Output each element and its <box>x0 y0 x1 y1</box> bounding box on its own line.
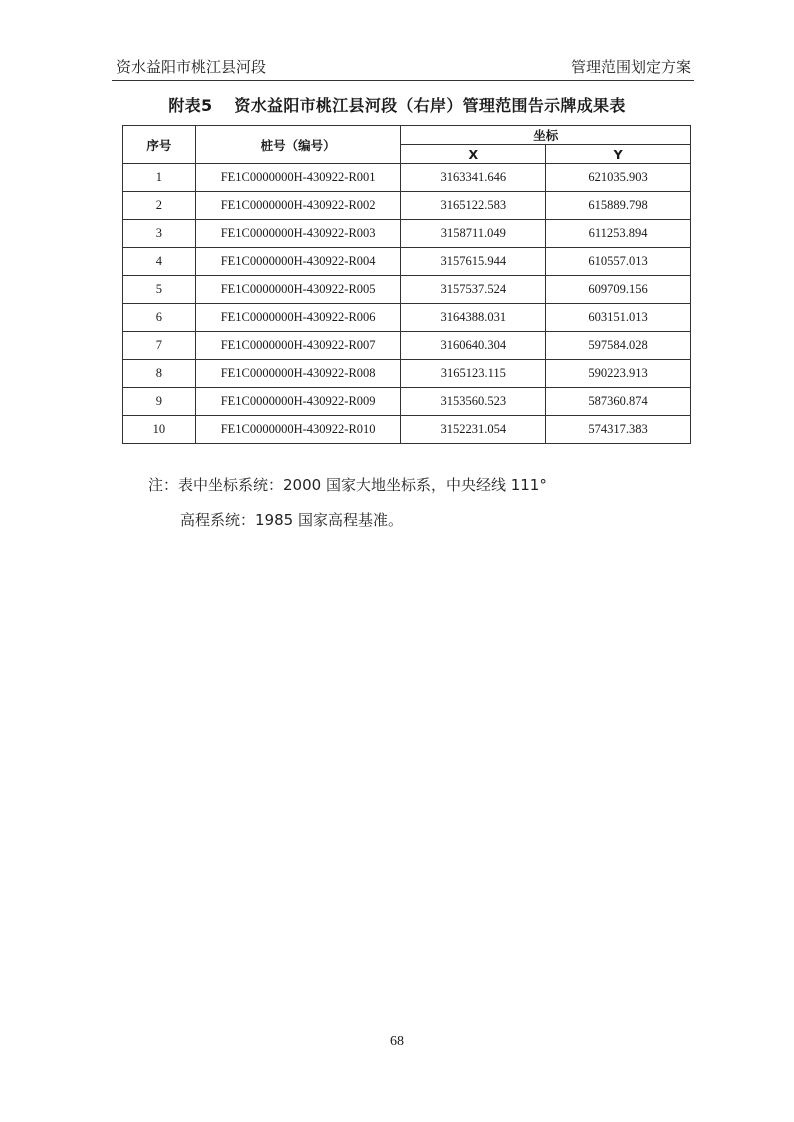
cell-x: 3157615.944 <box>401 248 546 276</box>
cell-seq: 6 <box>123 304 196 332</box>
header-right-title: 管理范围划定方案 <box>570 58 691 76</box>
table-row <box>123 332 691 360</box>
cell-id: FE1C0000000H-430922-R009 <box>195 388 401 416</box>
table-row <box>123 360 691 388</box>
cell-x: 3165123.115 <box>401 360 546 388</box>
cell-x: 3153560.523 <box>401 388 546 416</box>
table-header-row <box>123 126 691 145</box>
header-left-title: 资水益阳市桃江县河段 <box>116 58 267 76</box>
cell-id: FE1C0000000H-430922-R006 <box>195 304 401 332</box>
table-row <box>123 416 691 444</box>
cell-seq: 8 <box>123 360 196 388</box>
cell-x: 3157537.524 <box>401 276 546 304</box>
cell-seq: 10 <box>123 416 196 444</box>
cell-x: 3163341.646 <box>401 164 546 192</box>
cell-y: 603151.013 <box>546 304 691 332</box>
cell-x: 3152231.054 <box>401 416 546 444</box>
table-body <box>123 164 691 444</box>
cell-x: 3158711.049 <box>401 220 546 248</box>
cell-seq: 9 <box>123 388 196 416</box>
note-coordinate-system: 注：表中坐标系统：2000 国家大地坐标系，中央经线 111° <box>148 476 547 494</box>
table-row <box>123 276 691 304</box>
table-row <box>123 192 691 220</box>
cell-y: 597584.028 <box>546 332 691 360</box>
cell-y: 587360.874 <box>546 388 691 416</box>
col-header-seq: 序号 <box>123 126 196 164</box>
col-header-y: Y <box>546 145 691 164</box>
cell-id: FE1C0000000H-430922-R004 <box>195 248 401 276</box>
page-number: 68 <box>390 1034 404 1049</box>
cell-x: 3164388.031 <box>401 304 546 332</box>
cell-seq: 3 <box>123 220 196 248</box>
table-row <box>123 304 691 332</box>
cell-id: FE1C0000000H-430922-R010 <box>195 416 401 444</box>
cell-y: 609709.156 <box>546 276 691 304</box>
cell-seq: 7 <box>123 332 196 360</box>
table-title-text: 资水益阳市桃江县河段（右岸）管理范围告示牌成果表 <box>234 96 626 115</box>
col-header-x: X <box>401 145 546 164</box>
cell-y: 611253.894 <box>546 220 691 248</box>
cell-seq: 4 <box>123 248 196 276</box>
cell-x: 3160640.304 <box>401 332 546 360</box>
cell-id: FE1C0000000H-430922-R005 <box>195 276 401 304</box>
cell-y: 615889.798 <box>546 192 691 220</box>
cell-y: 621035.903 <box>546 164 691 192</box>
table-row <box>123 248 691 276</box>
table-row <box>123 220 691 248</box>
header-rule <box>112 80 694 81</box>
cell-y: 574317.383 <box>546 416 691 444</box>
table-row <box>123 388 691 416</box>
cell-id: FE1C0000000H-430922-R001 <box>195 164 401 192</box>
table-title-label: 附表5 <box>168 96 213 115</box>
cell-y: 590223.913 <box>546 360 691 388</box>
cell-seq: 2 <box>123 192 196 220</box>
cell-y: 610557.013 <box>546 248 691 276</box>
cell-id: FE1C0000000H-430922-R007 <box>195 332 401 360</box>
cell-x: 3165122.583 <box>401 192 546 220</box>
col-header-coord: 坐标 <box>401 126 691 145</box>
cell-id: FE1C0000000H-430922-R002 <box>195 192 401 220</box>
col-header-id: 桩号（编号） <box>195 126 401 164</box>
cell-seq: 1 <box>123 164 196 192</box>
table-row <box>123 164 691 192</box>
results-table <box>122 125 691 444</box>
table-title <box>0 93 794 116</box>
note-elevation-system: 高程系统：1985 国家高程基准。 <box>180 511 403 529</box>
cell-id: FE1C0000000H-430922-R008 <box>195 360 401 388</box>
cell-seq: 5 <box>123 276 196 304</box>
cell-id: FE1C0000000H-430922-R003 <box>195 220 401 248</box>
